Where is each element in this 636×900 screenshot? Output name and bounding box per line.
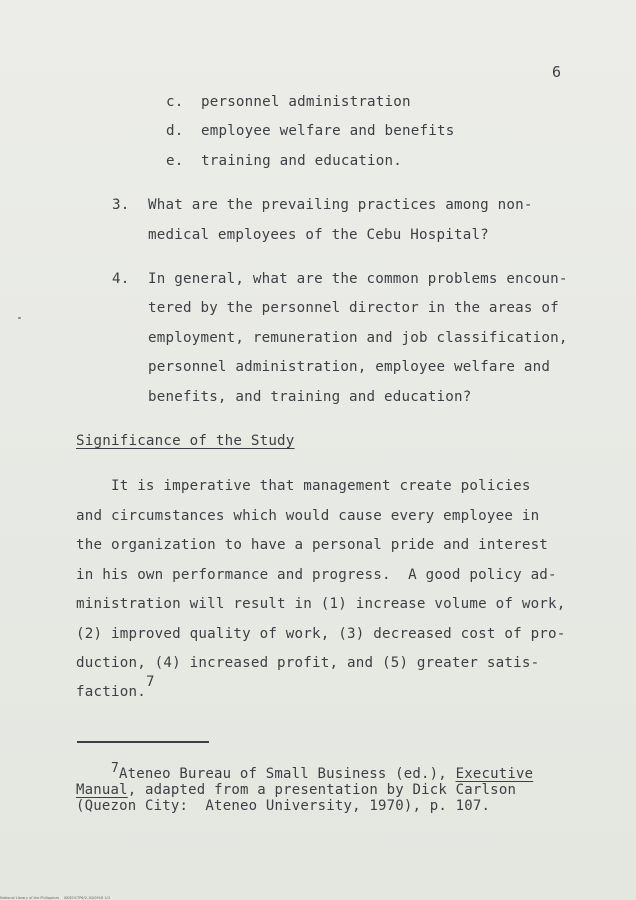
footnote-title: Manual xyxy=(76,782,128,798)
question-4-line: In general, what are the common problems encoun- xyxy=(148,271,568,287)
scan-footer-stamp: National Library of the Philippines ISDEOCTP6/2-1D/0918 1/3 xyxy=(0,896,110,900)
footnote-text: Ateneo Bureau of Small Business (ed.), xyxy=(119,766,456,782)
paper-speck xyxy=(18,317,21,319)
list-marker: d. xyxy=(166,123,184,139)
paragraph-line: and circumstances which would cause every employee in xyxy=(76,508,540,524)
list-text: personnel administration xyxy=(200,94,411,110)
list-text: training and education. xyxy=(200,153,403,169)
list-item xyxy=(166,152,402,170)
question-3-line: medical employees of the Cebu Hospital? xyxy=(148,227,489,243)
list-item xyxy=(166,122,454,140)
footnote-divider xyxy=(77,741,209,743)
question-4-marker: 4. xyxy=(112,271,130,287)
footnote-line: (Quezon City: Ateneo University, 1970), p. 107. xyxy=(76,798,491,814)
paragraph-line: It is imperative that management create policies xyxy=(76,478,531,494)
footnote-line xyxy=(76,782,516,798)
paragraph-line: (2) improved quality of work, (3) decreased cost of pro- xyxy=(76,626,566,642)
footnote-reference: 7 xyxy=(145,674,155,690)
paragraph-line: in his own performance and progress. A good policy ad- xyxy=(76,567,557,583)
list-marker: e. xyxy=(166,153,184,169)
paragraph-line: the organization to have a personal pride and interest xyxy=(76,537,549,553)
paragraph-last-text: faction. xyxy=(76,684,146,700)
footnote-mark: 7 xyxy=(111,761,120,776)
question-4-line: benefits, and training and education? xyxy=(148,389,472,405)
question-3-line: What are the prevailing practices among non- xyxy=(148,197,533,213)
paragraph-line: duction, (4) increased profit, and (5) greater satis- xyxy=(76,655,540,671)
list-marker: c. xyxy=(166,94,184,110)
question-4-line: tered by the personnel director in the areas of xyxy=(148,300,559,316)
question-4-line: employment, remuneration and job classification, xyxy=(148,330,568,346)
footnote-title: Executive xyxy=(455,766,534,782)
paragraph-line xyxy=(76,674,155,701)
footnote-text: , adapted from a presentation by Dick Carlson xyxy=(127,782,517,798)
list-item xyxy=(166,93,411,111)
list-text: employee welfare and benefits xyxy=(200,123,455,139)
page-number: 6 xyxy=(552,63,562,81)
question-3-marker: 3. xyxy=(112,197,130,213)
section-heading: Significance of the Study xyxy=(76,433,295,449)
footnote-line xyxy=(111,761,534,783)
paragraph-line: ministration will result in (1) increase volume of work, xyxy=(76,596,566,612)
question-4-line: personnel administration, employee welfare and xyxy=(148,359,551,375)
